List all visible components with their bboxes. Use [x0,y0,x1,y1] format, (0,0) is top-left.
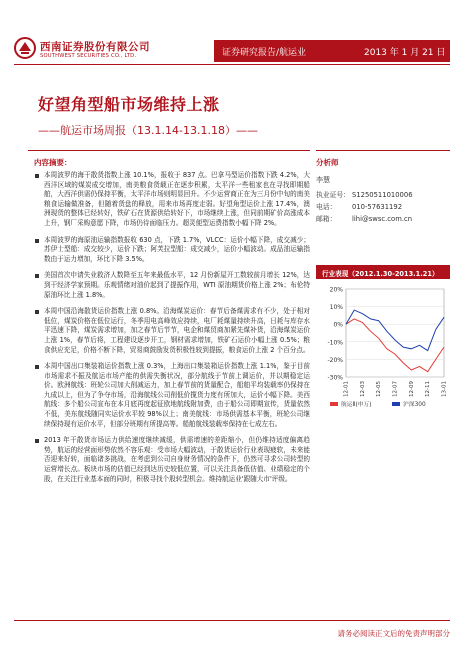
summary-bullet-text: 美国首次申请失业救济人数降至五年来最低水平，12 月份新屋开工数较前月增长 12%，达到干经济学家预期。乐观情绪对油价起到了提振作用，WTI 原油期货价格上涨 2%；布伦特原油环比上涨 1.8%。 [44,271,310,299]
company-name-cn: 西南证券股份有限公司 [40,41,150,53]
y-tick-label: 10% [329,304,343,312]
report-date: 2013 年 1 月 21 日 [364,48,446,58]
report-subtitle: ——航运市场周报（13.1.14-13.1.18）—— [38,124,258,137]
sidebar [316,150,450,610]
analyst-phone [316,201,402,211]
report-header [0,0,474,72]
summary-bullet [28,171,310,229]
x-tick-label: 13-01 [441,381,448,397]
disclaimer-footer: 请务必阅读正文后的免责声明部分 [337,629,450,638]
analyst-license-label: 执业证号： [316,191,350,199]
company-logo-icon [14,37,36,59]
y-tick-label: 20% [329,286,343,294]
y-tick-label: -20% [327,356,343,364]
bullet-icon [35,439,39,443]
analyst-phone-label: 电话： [316,203,337,211]
analyst-license [316,189,413,199]
summary-bullet [28,307,310,355]
report-title: 好望角型船市场维持上涨 [38,95,220,114]
plot-area-frame [346,289,444,377]
analyst-name: 李慧 [316,176,330,184]
bullet-icon [35,310,39,314]
summary-bullet [28,436,310,484]
analyst-license-value: S1250511010006 [352,191,413,199]
series-line [346,310,444,351]
y-tick-label: -30% [327,374,343,382]
analyst-email[interactable] [316,213,412,223]
footer-divider [14,620,450,621]
header-divider [14,64,450,65]
legend-label: 沪深300 [403,402,426,408]
summary-bullet-text: 本周波罗的海原油运输指数报收 630 点，下跌 1.7%，VLCC：运价小幅下降，成交减少；苏伊士型船：成交较少，运价下跌；阿芙拉型船：成交减少，运价小幅波动。成品油运输指数由于运力增加，环比下降 3.5%。 [44,235,310,263]
summary-section [28,150,310,610]
report-category: 证券研究报告/航运业 [222,48,307,58]
x-tick-label: 12-05 [376,381,383,397]
summary-bullet [28,362,310,429]
analyst-label: 分析师 [316,158,339,167]
x-tick-label: 12-09 [408,381,415,397]
bullet-icon [35,239,39,243]
y-tick-label: -10% [327,339,343,347]
bullet-icon [35,365,39,369]
industry-performance-chart [316,281,450,413]
analyst-email-value[interactable]: lihi@swsc.com.cn [352,215,413,223]
y-tick-label: 0% [333,321,343,329]
summary-bullet [28,236,310,265]
bullet-icon [35,174,39,178]
x-tick-label: 12-11 [425,381,432,397]
summary-bullet [28,271,310,300]
x-tick-label: 12-03 [359,381,366,397]
analyst-email-label: 邮箱： [316,215,337,223]
legend-label: 航运Ⅱ(申万) [341,402,372,408]
legend-swatch [330,402,338,406]
summary-bullet-text: 本周中国沿海散货运价指数上涨 0.8%。沿海煤炭运价：春节后备煤需求有不少，处于相对低位，煤炭价格在低位运行，冬季用电高峰效应持续，电厂耗煤量持续升高，日耗与库存水平迅速下降，煤炭需求增加，加之春节后节节，电企和煤贸商加紧先煤补货，沿海煤炭运价上涨 1%，春节后将，工程建设逐步开工，钢材需求增加，铁矿石运价小幅上涨 0.5%；粮食供应充足，价格不断下降，贸易商鼓励发货积极性较到提振，粮食运价上涨 2 个百分点。 [44,307,310,354]
summary-label: 内容摘要： [34,158,72,167]
x-tick-label: 12-01 [343,381,350,397]
analyst-phone-value: 010-57631192 [352,203,403,211]
chart-title: 行业表现（2012.1.30-2013.1.21） [322,270,439,278]
summary-bullet-text: 本周中国出口集装箱运价指数上涨 0.3%，上海出口集装箱运价指数上涨 1.1%，鉴于目前市场需求不振及航运市场产能的供需失衡状况，部分航线于节前上调运价，并以期稳定运价。欧洲航线：班轮公司加大削减运力，加上春节前的货量配合，船舶平均装载率仍保持在九成以上，但为了争夺市场，沿海航线公司削低价揽货力度有所加大，运价小幅下降。美西航线：多个船公司宣布在本月底再度起征欧地航线附加费，由于船公司即期宣传，货量依然不低，美东航线随同实运价水平较 98%以上；南美航线：市场供需基本平衡，班轮公司继续保持现有运价水平，但部分班期有所提高等。船舶航线装载率保持在七成左右。 [44,362,310,428]
legend-swatch [392,402,400,406]
bullet-icon [35,274,39,278]
company-name-en: SOUTHWEST SECURITIES CO., LTD. [40,53,137,59]
summary-bullet-text: 2013 年干散货市场运力供给速度继续减缓，供需增速的差距缩小，但仍维持适度偏离趋势，航运的经营面形势依然不容乐观：受市场大幅波动，于散货运价行业表现疲软，未来能否迎来好转，面临诸多挑战，在考虑到公司自身财务情况的条件下，仍然可寻求公司转型的运营增长点。板块市场的估值已经到达历史较低位置，可以关注具备低估值、业绩稳定的个股，在关注行业基本面的同时，积极寻找个股转型机会。维持航运业'跟随大市'评级。 [44,436,310,483]
summary-bullet-text: 本周波罗的海干散货指数上涨 10.1%，报收于 837 点。巴拿马型运价指数下跌 4.2%，大西洋区域的煤炭成交增加，南美粮食货载正在逐步积累，太平洋一些租家也在寻找即期船舶，大西洋供需仍保持平衡，太平洋市场则明显回升。不少运营商正在为三月份中旬的南美粮食运输做准备，但随着货盘的释放，用来市场再度走弱。好望角型运价上涨 17.4%，澳洲现货的整体已经转好，铁矿石在货源供给转好下，市场继续上涨，但同前期矿价高涨成本上升，钢厂采购意愿下降，市场仍待面临压力。超灵便型运费指数小幅下降 2%。 [44,171,310,227]
x-tick-label: 12-07 [392,381,399,397]
summary-bullets [28,171,310,491]
